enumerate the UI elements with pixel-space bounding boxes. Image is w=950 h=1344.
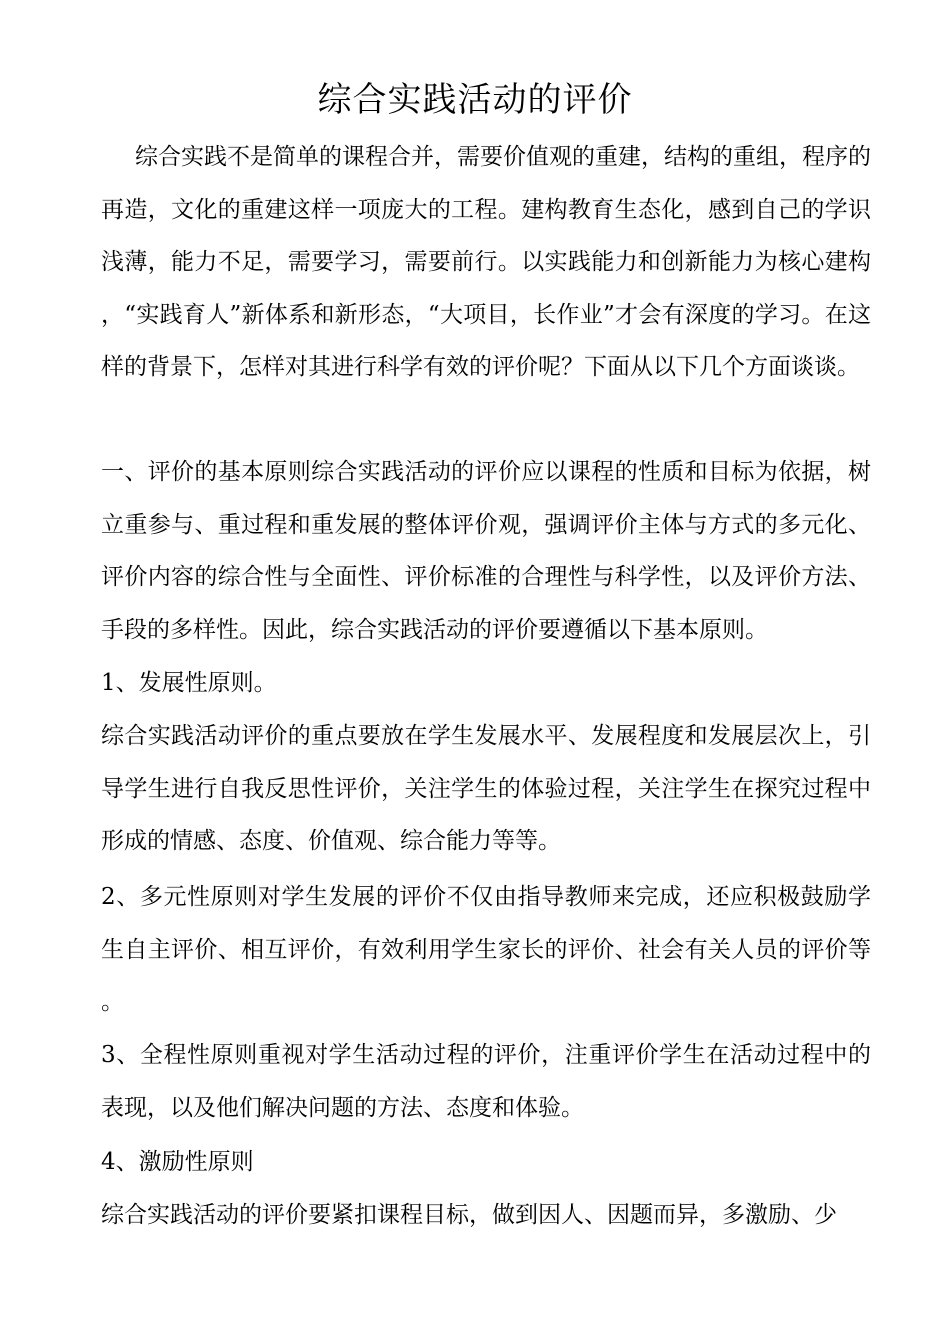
paragraph-diversity-principle: 2、多元性原则对学生发展的评价不仅由指导教师来完成，还应积极鼓励学生自主评价、相互评价，有效利用学生家长的评价、社会有关人员的评价等。 [101,884,871,1015]
paragraph-heading-incentive: 4、激励性原则 [101,1149,254,1175]
paragraph-heading-development: 1、发展性原则。 [101,670,277,696]
document-title: 综合实践活动的评价 [317,80,633,120]
paragraph-incentive-principle: 综合实践活动的评价要紧扣课程目标，做到因人、因题而异，多激励、少 [101,1202,837,1228]
paragraph-basic-principles: 一、评价的基本原则综合实践活动的评价应以课程的性质和目标为依据，树立重参与、重过程和重发展的整体评价观，强调评价主体与方式的多元化、评价内容的综合性与全面性、评价标准的合理性与科学性，以及评价方法、手段的多样性。因此，综合实践活动的评价要遵循以下基本原则。 [101,459,871,643]
paragraph-intro: 综合实践不是简单的课程合并，需要价值观的重建，结构的重组，程序的再造，文化的重建这样一项庞大的工程。建构教育生态化，感到自己的学识浅薄，能力不足，需要学习，需要前行。以实践能力和创新能力为核心建构，“实践育人”新体系和新形态，“大项目，长作业”才会有深度的学习。在这样的背景下，怎样对其进行科学有效的评价呢？下面从以下几个方面谈谈。 [101,144,871,380]
paragraph-development-principle: 综合实践活动评价的重点要放在学生发展水平、发展程度和发展层次上，引导学生进行自我反思性评价，关注学生的体验过程，关注学生在探究过程中形成的情感、态度、价值观、综合能力等等。 [101,723,871,854]
paragraph-whole-process-principle: 3、全程性原则重视对学生活动过程的评价，注重评价学生在活动过程中的表现，以及他们解决问题的方法、态度和体验。 [101,1042,871,1121]
